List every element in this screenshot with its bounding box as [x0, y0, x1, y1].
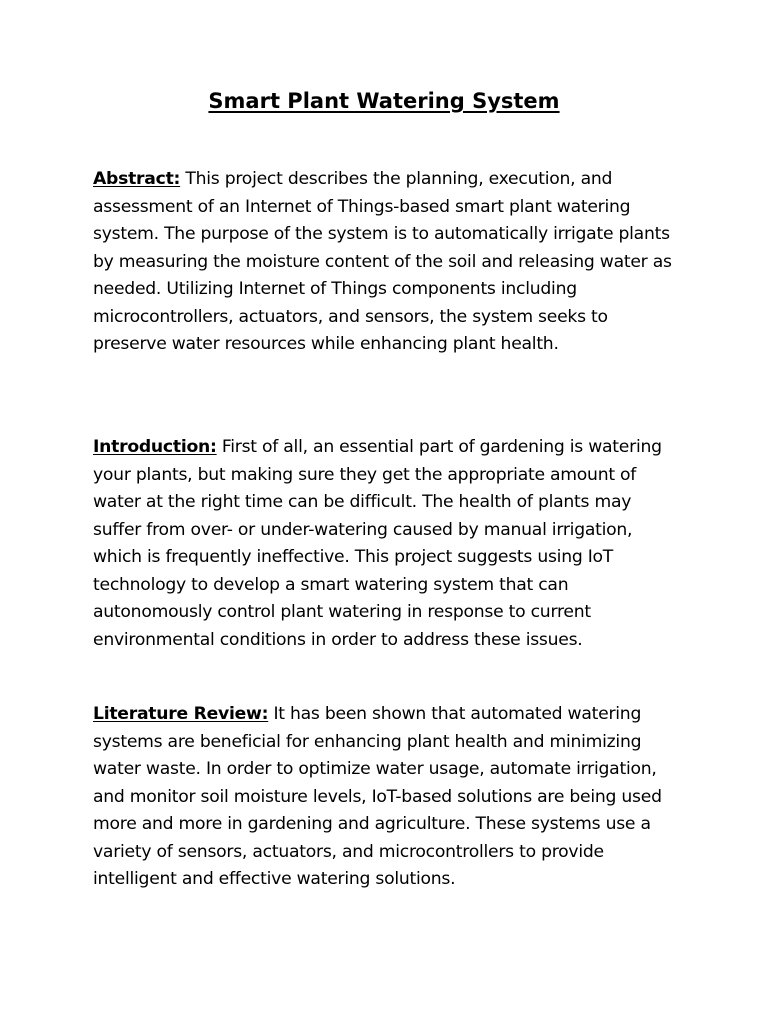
- literature-review-body: It has been shown that automated watering systems are beneficial for enhancing plant health and minimizing water waste. In order to optimize water usage, automate irrigation, and monitor soil moisture levels, IoT-based solutions are being used more and more in gardening and agriculture. These systems use a variety of sensors, actuators, and microcontrollers to provide intelligent and effective watering solutions.: [93, 704, 662, 889]
- abstract-heading: Abstract:: [93, 169, 181, 189]
- abstract-section: [93, 166, 683, 359]
- introduction-body: First of all, an essential part of gardening is watering your plants, but making sure they get the appropriate amount of water at the right time can be difficult. The health of plants may suffer from over- or under-watering caused by manual irrigation, which is frequently ineffective. This project suggests using IoT technology to develop a smart watering system that can autonomously control plant watering in response to current environmental conditions in order to address these issues.: [93, 437, 662, 650]
- literature-review-heading: Literature Review:: [93, 704, 269, 724]
- introduction-section: [93, 434, 683, 654]
- introduction-heading: Introduction:: [93, 437, 217, 457]
- literature-review-section: [93, 701, 683, 894]
- abstract-body: This project describes the planning, execution, and assessment of an Internet of Things-based smart plant watering system. The purpose of the system is to automatically irrigate plants by measuring the moisture content of the soil and releasing water as needed. Utilizing Internet of Things components including microcontrollers, actuators, and sensors, the system seeks to preserve water resources while enhancing plant health.: [93, 169, 672, 354]
- document-title: Smart Plant Watering System: [208, 89, 560, 113]
